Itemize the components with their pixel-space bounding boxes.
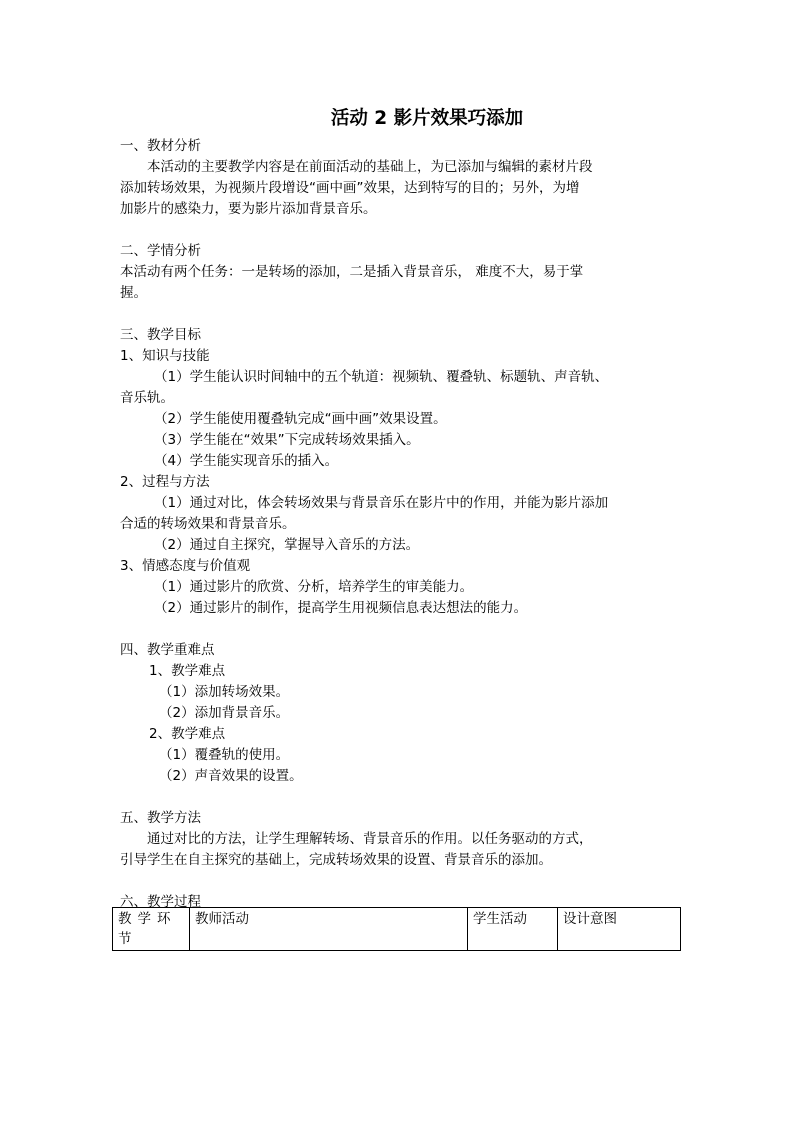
table-row — [113, 908, 681, 951]
subheading-difficulty: 2、教学难点 — [149, 726, 226, 742]
section-heading-students: 二、学情分析 — [120, 243, 201, 259]
list-item-continuation: 音乐轨。 — [120, 390, 174, 406]
spacer — [120, 787, 680, 808]
table-header-cell: 设计意图 — [558, 908, 681, 951]
list-item: （2）通过影片的制作，提高学生用视频信息表达想法的能力。 — [154, 600, 528, 616]
list-item: （2）声音效果的设置。 — [159, 768, 303, 784]
list-item: （1）覆叠轨的使用。 — [159, 747, 290, 763]
paragraph-line: 添加转场效果，为视频片段增设“画中画”效果，达到特写的目的；另外，为增 — [120, 180, 580, 196]
spacer — [120, 304, 680, 325]
list-item: （1）通过影片的欣赏、分析，培养学生的审美能力。 — [154, 579, 474, 595]
document-body — [120, 136, 680, 913]
list-item-continuation: 合适的转场效果和背景音乐。 — [120, 516, 296, 532]
subheading-process: 2、过程与方法 — [120, 474, 210, 490]
paragraph-line: 引导学生在自主探究的基础上，完成转场效果的设置、背景音乐的添加。 — [120, 852, 552, 868]
table-header-cell: 教学环节 — [113, 908, 190, 951]
paragraph-line: 本活动的主要教学内容是在前面活动的基础上，为已添加与编辑的素材片段 — [147, 159, 593, 175]
list-item: （2）添加背景音乐。 — [159, 705, 290, 721]
section-heading-key-points: 四、教学重难点 — [120, 642, 215, 658]
table-header-cell: 教师活动 — [190, 908, 468, 951]
subheading-difficulty: 1、教学难点 — [149, 663, 226, 679]
list-item: （1）学生能认识时间轴中的五个轨道：视频轨、覆叠轨、标题轨、声音轨、 — [154, 369, 609, 385]
list-item: （1）添加转场效果。 — [159, 684, 290, 700]
teaching-process-table — [112, 907, 681, 951]
list-item: （2）学生能使用覆叠轨完成“画中画”效果设置。 — [154, 411, 447, 427]
section-heading-objectives: 三、教学目标 — [120, 327, 201, 343]
subheading-attitude: 3、情感态度与价值观 — [120, 558, 251, 574]
section-heading-methods: 五、教学方法 — [120, 810, 201, 826]
document-title: 活动 2 影片效果巧添加 — [330, 108, 524, 129]
list-item: （2）通过自主探究，掌握导入音乐的方法。 — [154, 537, 420, 553]
table-header-cell: 学生活动 — [468, 908, 558, 951]
section-heading-materials: 一、教材分析 — [120, 138, 201, 154]
paragraph-line: 加影片的感染力，要为影片添加背景音乐。 — [120, 201, 377, 217]
paragraph-line: 通过对比的方法，让学生理解转场、背景音乐的作用。以任务驱动的方式， — [147, 831, 593, 847]
paragraph-line: 握。 — [120, 285, 147, 301]
spacer — [120, 871, 680, 892]
subheading-knowledge: 1、知识与技能 — [120, 348, 210, 364]
list-item: （4）学生能实现音乐的插入。 — [154, 453, 339, 469]
section-heading-process: 六、教学过程 — [120, 894, 201, 910]
paragraph-line: 本活动有两个任务：一是转场的添加，二是插入背景音乐， 难度不大，易于掌 — [120, 264, 584, 280]
spacer — [120, 220, 680, 241]
list-item: （1）通过对比，体会转场效果与背景音乐在影片中的作用，并能为影片添加 — [154, 495, 609, 511]
spacer — [120, 619, 680, 640]
list-item: （3）学生能在“效果”下完成转场效果插入。 — [154, 432, 420, 448]
